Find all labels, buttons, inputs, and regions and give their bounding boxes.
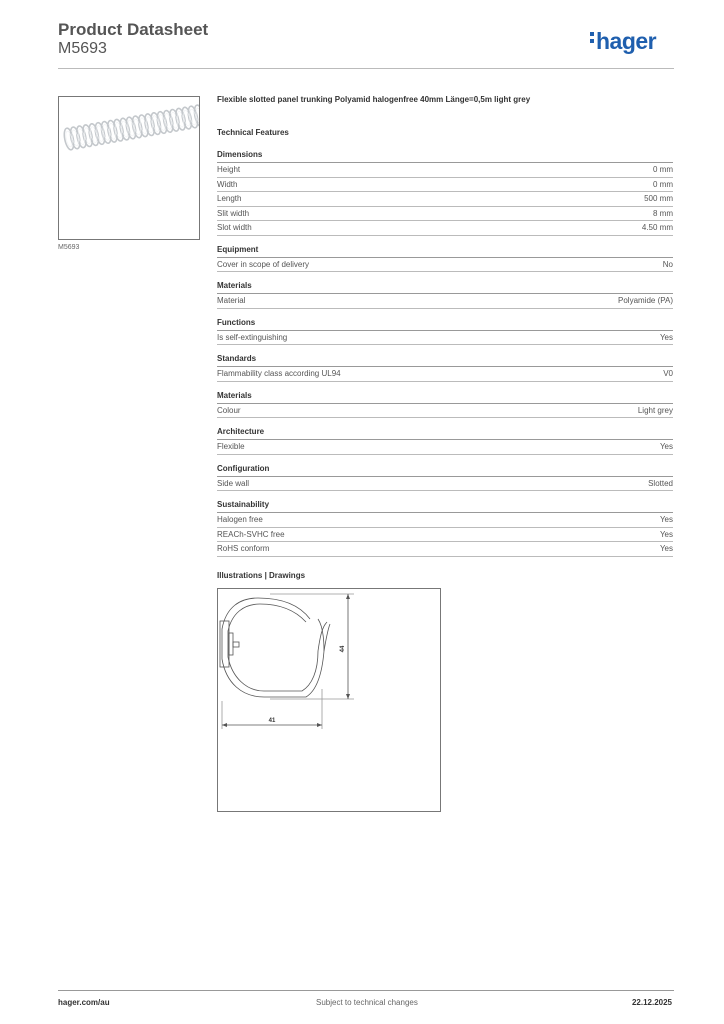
coil-ring [69, 126, 82, 149]
feature-label: Flammability class according UL94 [217, 369, 341, 378]
section-title: Sustainability [217, 500, 673, 513]
coil-ring [156, 111, 169, 134]
dimension-width-label: 41 [268, 717, 276, 724]
feature-value: Polyamide (PA) [618, 296, 673, 305]
coil-ring [143, 113, 156, 136]
coil-ring [168, 109, 181, 132]
feature-value: Light grey [637, 405, 673, 415]
feature-label: Slot width [217, 223, 252, 232]
feature-label: Halogen free [217, 515, 263, 524]
technical-drawing [217, 588, 441, 812]
feature-label: RoHS conform [217, 544, 270, 553]
coil-ring [118, 117, 131, 140]
coil-ring [131, 115, 144, 138]
feature-value: 500 mm [644, 194, 673, 203]
coil-ring [81, 124, 94, 147]
feature-row [217, 221, 673, 236]
coil-ring [187, 105, 199, 128]
product-image [58, 96, 200, 240]
feature-row [217, 294, 673, 309]
feature-row [217, 367, 673, 382]
feature-value: Yes [659, 442, 673, 451]
section-title: Architecture [217, 427, 673, 440]
feature-section [217, 281, 673, 309]
coil-ring [75, 125, 88, 148]
hager-logo[interactable] [590, 28, 656, 55]
feature-label: Colour [217, 405, 241, 415]
feature-label: Side wall [217, 478, 250, 488]
logo-colon-icon [590, 32, 594, 46]
feature-section [217, 427, 673, 455]
feature-section [217, 318, 673, 346]
logo-text: hager [596, 28, 657, 54]
feature-row [217, 542, 673, 557]
feature-value: 0 mm [653, 179, 673, 189]
feature-section [217, 245, 673, 273]
feature-value: No [662, 259, 673, 269]
spiral-trunking-icon [59, 97, 199, 239]
coil-ring [162, 110, 175, 133]
feature-row [217, 163, 673, 178]
section-title: Materials [217, 281, 673, 294]
section-title: Functions [217, 318, 673, 331]
feature-section [217, 500, 673, 557]
feature-row [217, 331, 673, 346]
feature-value: 4.50 mm [641, 223, 673, 232]
section-title: Materials [217, 391, 673, 404]
footer-divider [58, 990, 674, 991]
feature-value: 0 mm [653, 165, 673, 174]
coil-ring [137, 114, 150, 137]
feature-row [217, 404, 673, 419]
main-content [217, 95, 673, 812]
feature-section [217, 354, 673, 382]
coil-ring [112, 119, 125, 142]
feature-value: 8 mm [653, 208, 673, 218]
footer-note: Subject to technical changes [316, 998, 418, 1007]
product-description: Flexible slotted panel trunking Polyamid halogenfree 40mm Länge=0,5m light grey [217, 95, 531, 104]
feature-section [217, 150, 673, 236]
feature-value: Yes [659, 332, 673, 342]
feature-label: Flexible [217, 442, 245, 451]
feature-value: V0 [663, 369, 673, 378]
illustrations-heading: Illustrations | Drawings [217, 570, 306, 580]
cross-section-drawing [218, 589, 440, 811]
feature-row [217, 513, 673, 528]
feature-section [217, 464, 673, 492]
feature-value: Yes [659, 544, 673, 553]
feature-row [217, 528, 673, 543]
feature-section [217, 391, 673, 419]
feature-sections [217, 150, 673, 557]
section-title: Configuration [217, 464, 673, 477]
feature-label: Slit width [217, 208, 250, 218]
section-title: Equipment [217, 245, 673, 258]
image-caption: M5693 [58, 244, 80, 251]
coil-ring [100, 121, 113, 144]
feature-row [217, 207, 673, 222]
feature-value: Yes [659, 515, 673, 524]
feature-label: Width [217, 179, 238, 189]
page-title: Product Datasheet [58, 20, 209, 39]
coil-ring [94, 122, 107, 145]
feature-label: REACh-SVHC free [217, 529, 285, 539]
section-title: Dimensions [217, 150, 673, 163]
coil-ring [125, 116, 138, 139]
feature-label: Length [217, 194, 242, 203]
feature-row [217, 440, 673, 455]
coil-ring [180, 106, 193, 129]
technical-features-heading: Technical Features [217, 128, 289, 137]
product-code: M5693 [58, 40, 107, 57]
coil-ring [87, 123, 100, 146]
feature-label: Height [217, 165, 241, 174]
feature-row [217, 477, 673, 492]
section-title: Standards [217, 354, 673, 367]
feature-row [217, 258, 673, 273]
feature-row [217, 192, 673, 207]
coil-ring [63, 127, 76, 150]
footer-website-link[interactable]: hager.com/au [58, 998, 110, 1007]
feature-value: Slotted [648, 478, 673, 488]
feature-label: Material [217, 296, 246, 305]
feature-row [217, 178, 673, 193]
coil-ring [149, 112, 162, 135]
feature-label: Cover in scope of delivery [217, 259, 310, 269]
dimension-height-label: 44 [340, 645, 346, 652]
coil-ring [174, 108, 187, 131]
feature-label: Is self-extinguishing [217, 332, 288, 342]
header-divider [58, 68, 674, 69]
feature-value: Yes [659, 529, 673, 539]
footer-date: 22.12.2025 [631, 998, 672, 1007]
coil-ring [106, 120, 119, 143]
